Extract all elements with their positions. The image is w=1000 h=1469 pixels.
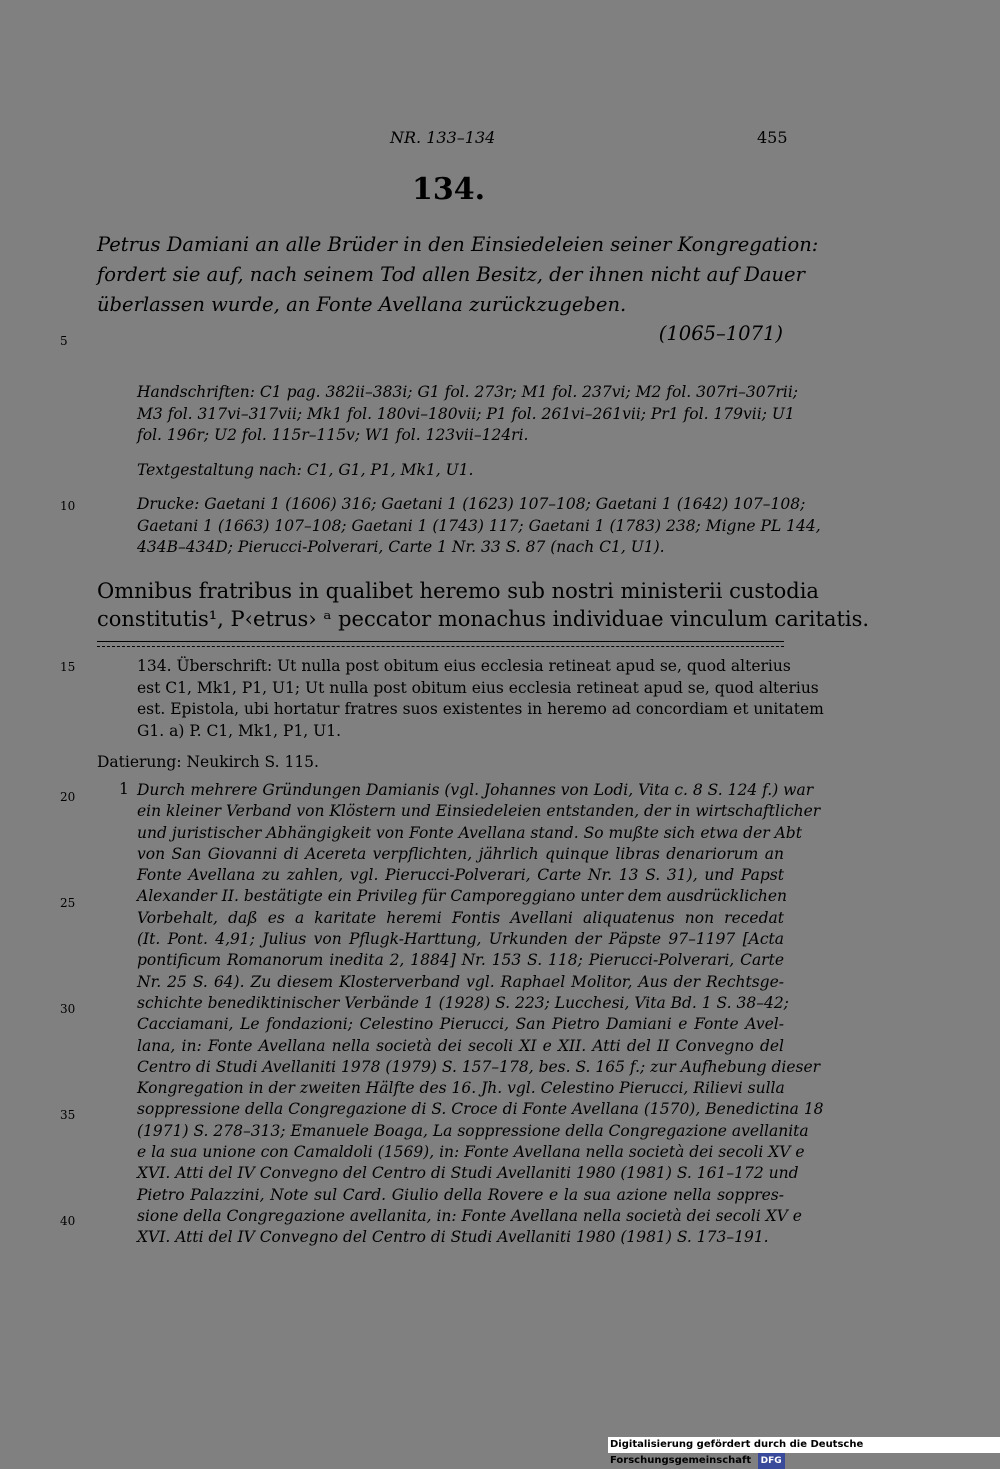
apparatus-line: est C1, Mk1, P1, U1; Ut nulla post obitum eius ecclesia retineat apud se, quod alterius bbox=[137, 678, 819, 697]
apparatus-line: 134. Überschrift: Ut nulla post obitum eius ecclesia retineat apud se, quod alterius bbox=[137, 657, 791, 675]
text-separator-dashed-rule bbox=[97, 646, 784, 647]
footnote-line: Fonte Avellana zu zahlen, vgl. Pierucci-Polverari, Carte Nr. 13 S. 31), und Papst bbox=[137, 866, 784, 885]
line-number: 20 bbox=[60, 790, 76, 804]
manuscripts bbox=[137, 382, 798, 447]
line-number: 40 bbox=[60, 1214, 76, 1228]
footnote-1 bbox=[137, 780, 824, 1249]
document-date: (1065–1071) bbox=[658, 322, 783, 345]
footnote-line: Durch mehrere Gründungen Damianis (vgl. Johannes von Lodi, Vita c. 8 S. 124 f.) war bbox=[137, 781, 814, 799]
footnote-line: Kongregation in der zweiten Hälfte des 16. Jh. vgl. Celestino Pierucci, Rilievi sulla bbox=[137, 1079, 785, 1098]
footnote-line: Cacciamani, Le fondazioni; Celestino Pierucci, San Pietro Damiani e Fonte Avel- bbox=[137, 1015, 784, 1034]
footnote-line: Centro di Studi Avellaniti 1978 (1979) S. 157–178, bes. S. 165 f.; zur Aufhebung dieser bbox=[137, 1057, 821, 1076]
line-number: 35 bbox=[60, 1108, 76, 1122]
footer-text: Digitalisierung gefördert durch die Deutsche Forschungsgemeinschaft bbox=[610, 1439, 864, 1466]
line-number: 10 bbox=[60, 499, 76, 513]
footnote-line: pontificum Romanorum inedita 2, 1884] Nr. 153 S. 118; Pierucci-Polverari, Carte bbox=[137, 951, 784, 970]
dating-note: Datierung: Neukirch S. 115. bbox=[97, 753, 319, 771]
main-text-line: constitutis¹, P‹etrus› ᵃ peccator monachus individuae vinculum caritatis. bbox=[97, 607, 870, 631]
regest bbox=[97, 230, 819, 320]
line-number: 15 bbox=[60, 660, 76, 674]
footnote-line: (1971) S. 278–313; Emanuele Boaga, La soppressione della Congregazione avellanita bbox=[137, 1121, 809, 1140]
footnote-line: XVI. Atti del IV Convegno del Centro di Studi Avellaniti 1980 (1981) S. 173–191. bbox=[137, 1228, 769, 1247]
footnote-line: Vorbehalt, daß es a karitate heremi Fontis Avellani aliquatenus non recedat bbox=[137, 908, 784, 927]
footnote-line: e la sua unione con Camaldoli (1569), in: Fonte Avellana nella società dei secoli XV e bbox=[137, 1143, 805, 1162]
prints-line: Gaetani 1 (1663) 107–108; Gaetani 1 (1743) 117; Gaetani 1 (1783) 238; Migne PL 144, bbox=[137, 516, 821, 535]
footnote-line: soppressione della Congregazione di S. Croce di Fonte Avellana (1570), Benedictina 18 bbox=[137, 1100, 824, 1119]
footnote-line: sione della Congregazione avellanita, in: Fonte Avellana nella società dei secoli XV e bbox=[137, 1206, 802, 1225]
footnote-number: 1 bbox=[119, 780, 129, 798]
page-number: 455 bbox=[757, 128, 788, 147]
apparatus-line: est. Epistola, ubi hortatur fratres suos existentes in heremo ad concordiam et unitatem bbox=[137, 700, 824, 718]
footnote-line: Pietro Palazzini, Note sul Card. Giulio della Rovere e la sua azione nella soppres- bbox=[137, 1185, 784, 1204]
main-text bbox=[97, 577, 870, 633]
critical-apparatus bbox=[137, 656, 824, 742]
footnote-line: Alexander II. bestätigte ein Privileg für Camporeggiano unter dem ausdrücklichen bbox=[137, 887, 788, 906]
manuscripts-line: Handschriften: C1 pag. 382ii–383i; G1 fol. 273r; M1 fol. 237vi; M2 fol. 307ri–307rii; bbox=[137, 383, 798, 401]
running-title: NR. 133–134 bbox=[390, 128, 496, 147]
footnote-line: schichte benediktinischer Verbände 1 (1928) S. 223; Lucchesi, Vita Bd. 1 S. 38–42; bbox=[137, 993, 789, 1012]
document-number: 134. bbox=[412, 172, 486, 207]
prints-line: Drucke: Gaetani 1 (1606) 316; Gaetani 1 (1623) 107–108; Gaetani 1 (1642) 107–108; bbox=[137, 495, 806, 513]
line-number: 5 bbox=[60, 334, 68, 348]
footnote-line: lana, in: Fonte Avellana nella società dei secoli XI e XII. Atti del II Convegno del bbox=[137, 1036, 784, 1055]
footnote-line: ein kleiner Verband von Klöstern und Einsiedeleien entstanden, der in wirtschaftlicher bbox=[137, 802, 821, 821]
manuscripts-line: fol. 196r; U2 fol. 115r–115v; W1 fol. 123vii–124ri. bbox=[137, 426, 529, 444]
footnote-line: und juristischer Abhängigkeit von Fonte Avellana stand. So mußte sich etwa der Abt bbox=[137, 823, 802, 842]
regest-line: überlassen wurde, an Fonte Avellana zurückzugeben. bbox=[97, 293, 627, 316]
main-text-line: Omnibus fratribus in qualibet heremo sub nostri ministerii custodia bbox=[97, 579, 819, 603]
dfg-funding-footer bbox=[608, 1437, 1000, 1466]
dfg-logo: DFG bbox=[758, 1453, 785, 1469]
footnote-line: Nr. 25 S. 64). Zu diesem Klosterverband vgl. Raphael Molitor, Aus der Rechtsge- bbox=[137, 972, 784, 991]
line-number: 25 bbox=[60, 896, 76, 910]
footnote-line: von San Giovanni di Acereta verpflichten, jährlich quinque libras denariorum an bbox=[137, 844, 784, 863]
line-number: 30 bbox=[60, 1002, 76, 1016]
footnote-line: (It. Pont. 4,91; Julius von Pflugk-Harttung, Urkunden der Päpste 97–1197 [Acta bbox=[137, 930, 784, 949]
manuscripts-line: M3 fol. 317vi–317vii; Mk1 fol. 180vi–180vii; P1 fol. 261vi–261vii; Pr1 fol. 179vii; U1 bbox=[137, 404, 795, 423]
text-separator-rule bbox=[97, 641, 784, 642]
regest-line: fordert sie auf, nach seinem Tod allen Besitz, der ihnen nicht auf Dauer bbox=[97, 263, 805, 286]
text-basis: Textgestaltung nach: C1, G1, P1, Mk1, U1. bbox=[137, 461, 474, 479]
prints bbox=[137, 494, 821, 559]
regest-line: Petrus Damiani an alle Brüder in den Einsiedeleien seiner Kongregation: bbox=[97, 233, 819, 256]
prints-line: 434B–434D; Pierucci-Polverari, Carte 1 Nr. 33 S. 87 (nach C1, U1). bbox=[137, 538, 665, 556]
footnote-line: XVI. Atti del IV Convegno del Centro di Studi Avellaniti 1980 (1981) S. 161–172 und bbox=[137, 1164, 799, 1183]
apparatus-line: G1. a) P. C1, Mk1, P1, U1. bbox=[137, 721, 342, 740]
